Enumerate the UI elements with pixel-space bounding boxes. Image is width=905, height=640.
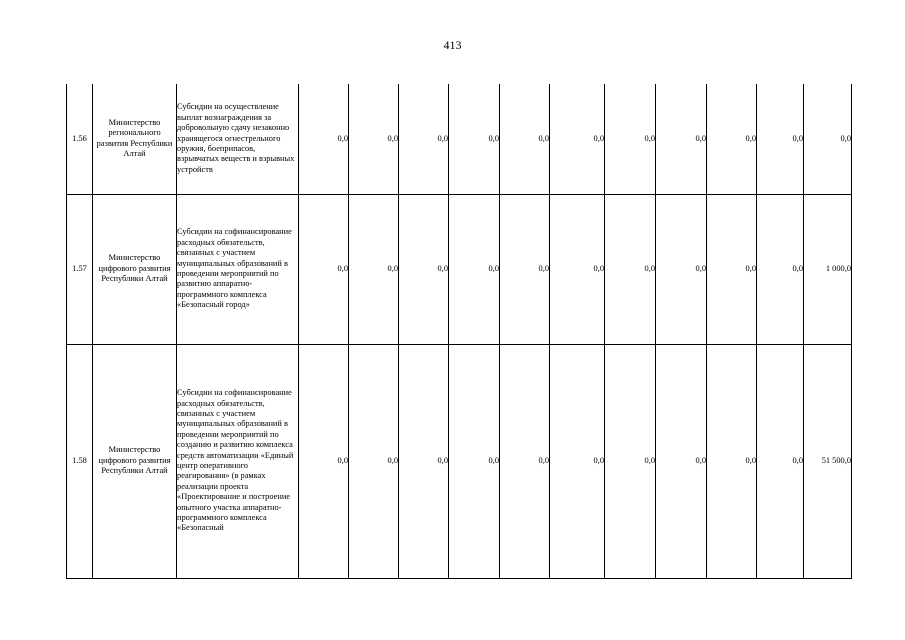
- value-cell: 0,0: [707, 194, 757, 344]
- value-cell: 0,0: [656, 344, 707, 578]
- value-cell: 0,0: [449, 194, 500, 344]
- value-cell: 0,0: [550, 194, 605, 344]
- ministry-name: Министерство регионального развития Республики Алтай: [93, 84, 177, 194]
- value-cell: 0,0: [449, 344, 500, 578]
- value-cell: 0,0: [757, 84, 804, 194]
- subsidy-description: Субсидии на осуществление выплат вознаграждения за добровольную сдачу незаконно хранящегося огнестрельного оружия, боеприпасов, взрывчатых веществ и взрывных устройств: [177, 84, 299, 194]
- value-cell: 0,0: [299, 84, 349, 194]
- ministry-name: Министерство цифрового развития Республики Алтай: [93, 194, 177, 344]
- value-cell: 0,0: [500, 84, 550, 194]
- value-cell: 0,0: [605, 344, 656, 578]
- row-number: 1.58: [67, 344, 93, 578]
- subsidy-description: Субсидии на софинансирование расходных обязательств, связанных с участием муниципальных образований в проведении мероприятий по развитию аппаратно-программного комплекса «Безопасный город»: [177, 194, 299, 344]
- value-cell: 0,0: [656, 84, 707, 194]
- value-cell: 0,0: [299, 194, 349, 344]
- value-cell: 0,0: [707, 84, 757, 194]
- value-cell: 0,0: [349, 84, 399, 194]
- value-cell: 1 000,0: [804, 194, 852, 344]
- value-cell: 0,0: [605, 84, 656, 194]
- value-cell: 51 500,0: [804, 344, 852, 578]
- subsidy-description: Субсидии на софинансирование расходных обязательств, связанных с участием муниципальных образований в проведении мероприятий по созданию и развитию комплекса средств автоматизации «Единый центр оперативного реагирования» (в рамках реализации проекта «Проектирование и построение опытного участка аппаратно-программного комплекса «Безопасный: [177, 344, 299, 578]
- table-row: [67, 344, 852, 578]
- table-row: [67, 84, 852, 194]
- value-cell: 0,0: [707, 344, 757, 578]
- value-cell: 0,0: [299, 344, 349, 578]
- value-cell: 0,0: [399, 344, 449, 578]
- value-cell: 0,0: [757, 344, 804, 578]
- value-cell: 0,0: [500, 344, 550, 578]
- ministry-name: Министерство цифрового развития Республики Алтай: [93, 344, 177, 578]
- value-cell: 0,0: [605, 194, 656, 344]
- page-number: 413: [443, 38, 462, 52]
- value-cell: 0,0: [550, 84, 605, 194]
- value-cell: 0,0: [757, 194, 804, 344]
- value-cell: 0,0: [500, 194, 550, 344]
- value-cell: 0,0: [399, 84, 449, 194]
- value-cell: 0,0: [349, 194, 399, 344]
- value-cell: 0,0: [399, 194, 449, 344]
- budget-table: [66, 84, 852, 579]
- value-cell: 0,0: [349, 344, 399, 578]
- value-cell: 0,0: [804, 84, 852, 194]
- value-cell: 0,0: [550, 344, 605, 578]
- row-number: 1.56: [67, 84, 93, 194]
- table-row: [67, 194, 852, 344]
- value-cell: 0,0: [449, 84, 500, 194]
- value-cell: 0,0: [656, 194, 707, 344]
- row-number: 1.57: [67, 194, 93, 344]
